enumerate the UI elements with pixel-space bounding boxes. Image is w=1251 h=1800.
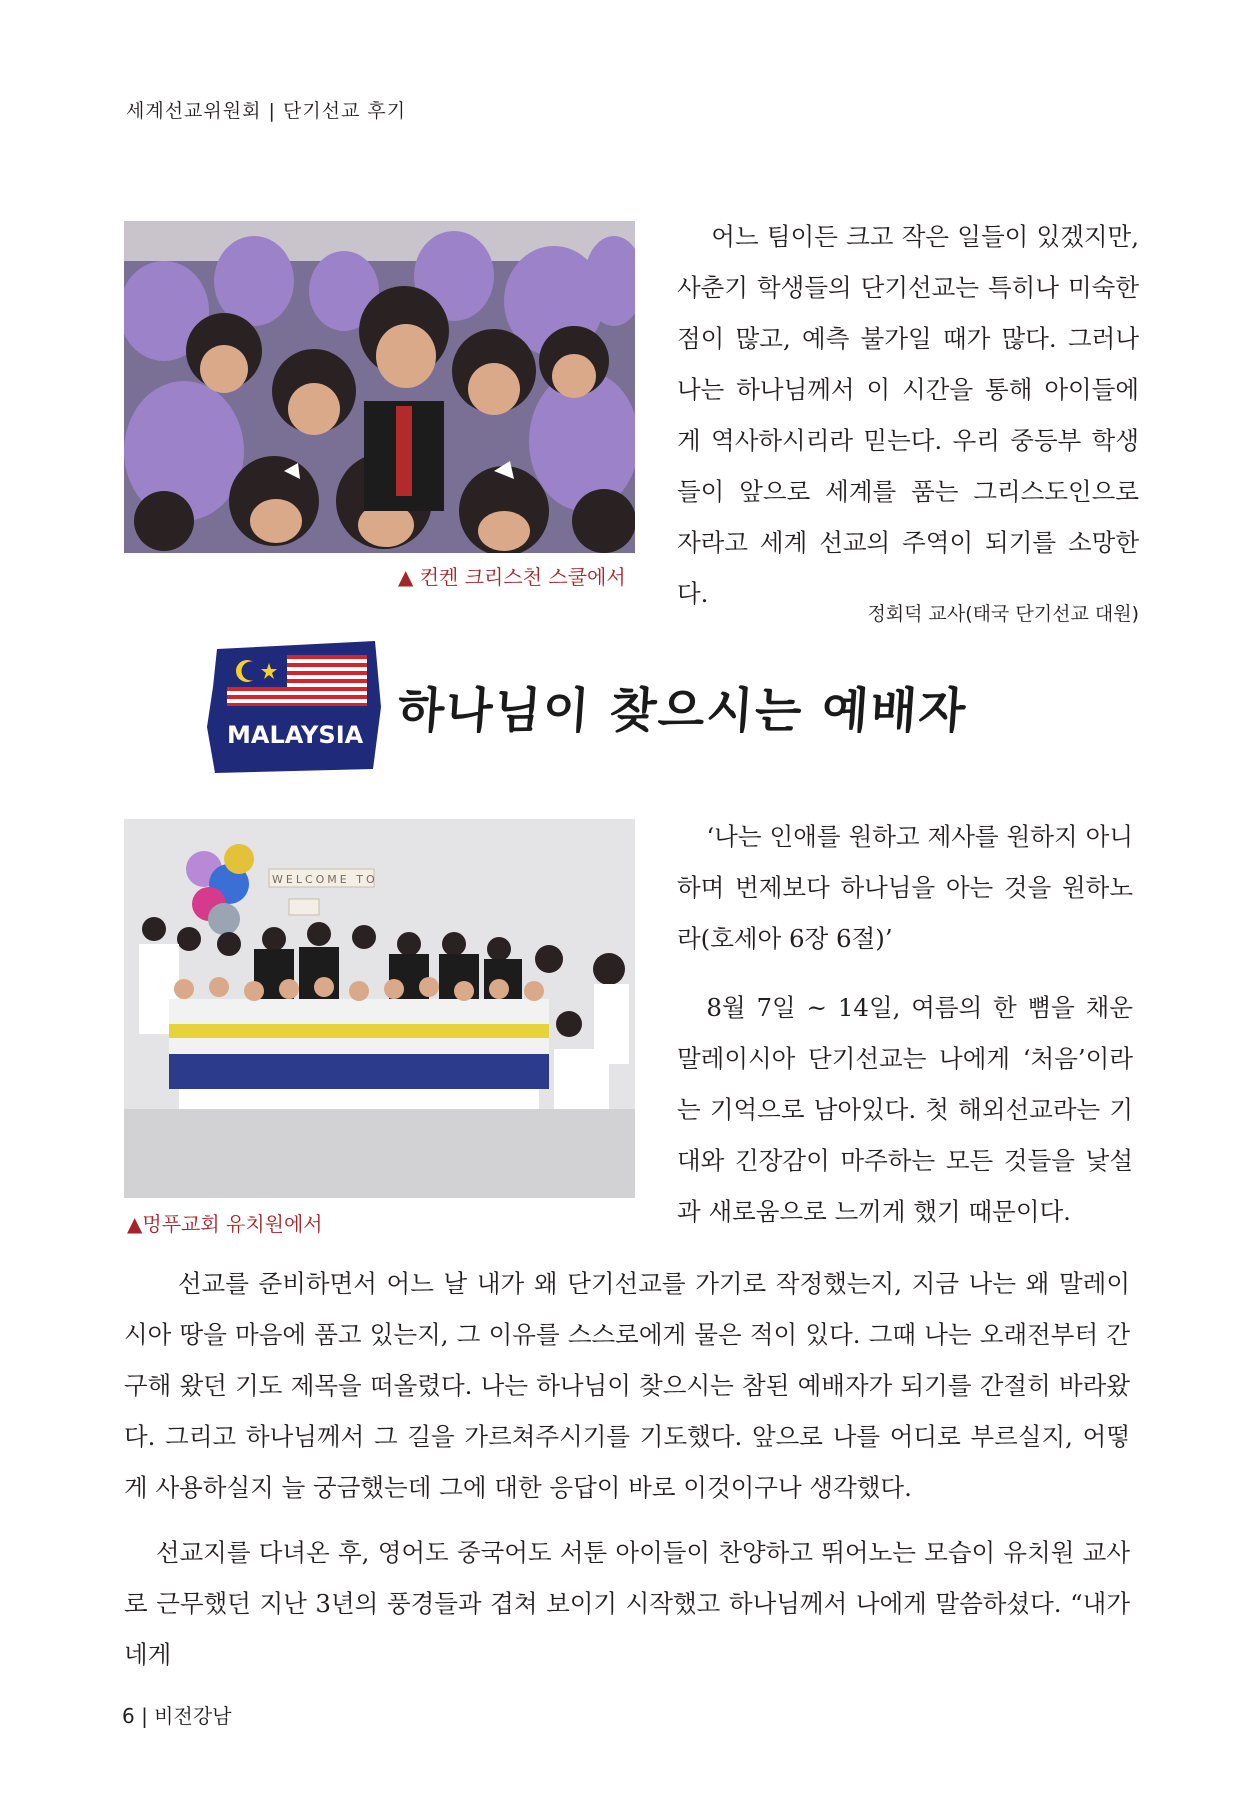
page-footer: 6 | 비전강남 bbox=[122, 1704, 232, 1728]
photo1-caption: ▲ 컨켄 크리스천 스쿨에서 bbox=[398, 565, 626, 589]
column2-paragraph: 8월 7일 ~ 14일, 여름의 한 뼘을 채운 말레이시아 단기선교는 나에게 ‘처음’이라는 기억으로 남아있다. 첫 해외선교라는 기대와 긴장감이 마주하는 모든 것들을 낯설과 새로움으로 느끼게 했기 때문이다. bbox=[677, 993, 1133, 1226]
photo-khon-kaen-school bbox=[124, 221, 635, 553]
column2-quote: ‘나는 인애를 원하고 제사를 원하지 아니하며 번제보다 하나님을 아는 것을 원하노라(호세아 6장 6절)’ bbox=[677, 822, 1133, 953]
photo2-caption: ▲멍푸교회 유치원에서 bbox=[127, 1212, 323, 1236]
photo-kindergarten bbox=[124, 819, 635, 1198]
author-signature: 정회덕 교사(태국 단기선교 대원) bbox=[867, 603, 1139, 625]
column1-text: 어느 팀이든 크고 작은 일들이 있겠지만, 사춘기 학생들의 단기선교는 특히나 미숙한 점이 많고, 예측 불가일 때가 많다. 그러나 나는 하나님께서 이 시간을 통해 아이들에게 역사하시리라 믿는다. 우리 중등부 학생들이 앞으로 세계를 품는 그리스도인으로 자라고 세계 선교의 주역이 되기를 소망한다. bbox=[677, 222, 1139, 608]
body-paragraph-1: 선교를 준비하면서 어느 날 내가 왜 단기선교를 가기로 작정했는지, 지금 나는 왜 말레이시아 땅을 마음에 품고 있는지, 그 이유를 스스로에게 물은 적이 있다. 그때 나는 오래전부터 간구해 왔던 기도 제목을 떠올렸다. 나는 하나님이 찾으시는 참된 예배자가 되기를 간절히 바라왔다. 그리고 하나님께서 그 길을 가르쳐주시기를 기도했다. 앞으로 나를 어디로 부르실지, 어떻게 사용하실지 늘 궁금했는데 그에 대한 응답이 바로 이것이구나 생각했다. bbox=[124, 1269, 1130, 1502]
malaysia-flag-badge bbox=[205, 637, 385, 777]
section-title: 하나님이 찾으시는 예배자 bbox=[395, 683, 970, 739]
body-text bbox=[124, 1258, 1130, 1680]
badge-label: MALAYSIA bbox=[227, 721, 364, 749]
page-header: 세계선교위원회 | 단기선교 후기 bbox=[126, 100, 407, 122]
body-paragraph-2: 선교지를 다녀온 후, 영어도 중국어도 서툰 아이들이 찬양하고 뛰어노는 모습이 유치원 교사로 근무했던 지난 3년의 풍경들과 겹쳐 보이기 시작했고 하나님께서 나에게 말씀하셨다. “내가 네게 bbox=[124, 1538, 1130, 1669]
welcome-banner-text: WELCOME TO bbox=[272, 873, 378, 886]
